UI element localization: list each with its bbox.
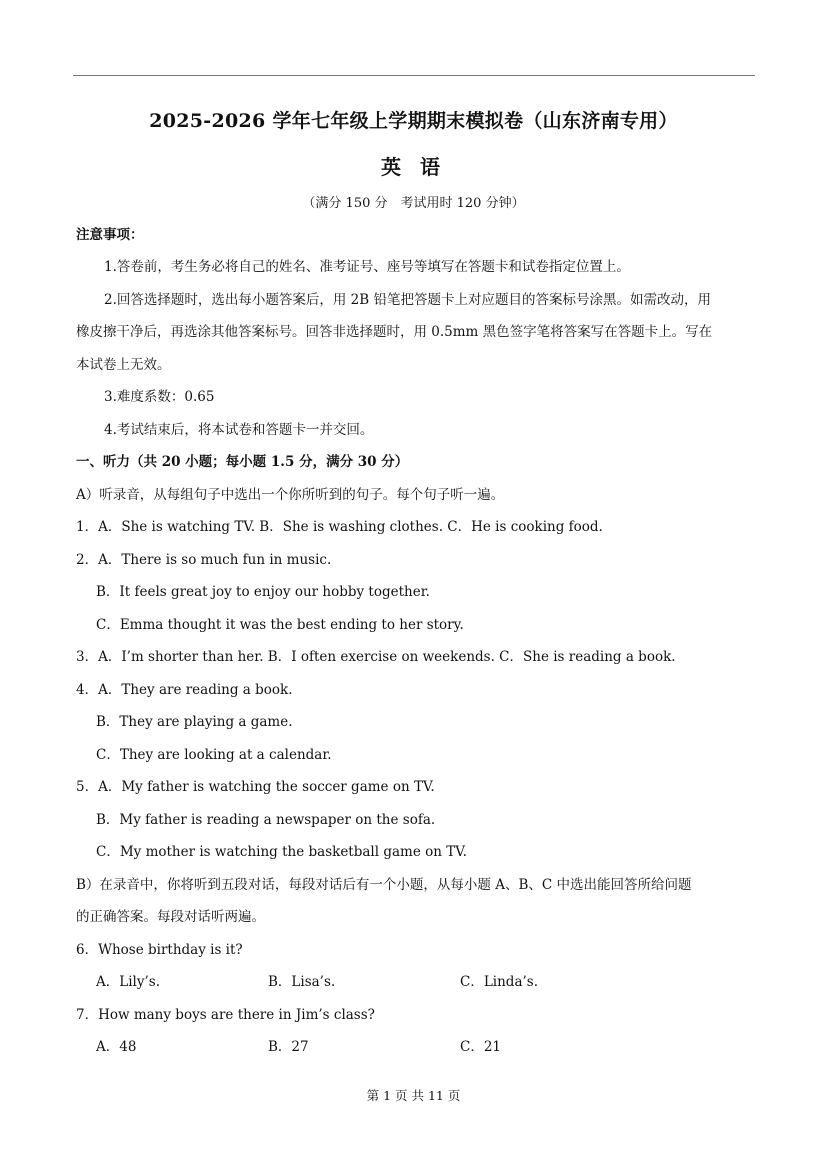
note-4: 4.考试结束后，将本试卷和答题卡一并交回。 (104, 422, 374, 438)
question-6-option-c: C．Linda’s. (460, 974, 539, 990)
question-6-option-b: B．Lisa’s. (268, 974, 336, 990)
header-rule (73, 75, 755, 76)
page-number: 第 1 页 共 11 页 (366, 1088, 461, 1103)
part-b-instruction-line-2: 的正确答案。每段对话听两遍。 (76, 909, 265, 925)
exam-subject: 英 语 (381, 155, 446, 179)
note-2-line-1: 2.回答选择题时，选出每小题答案后，用 2B 铅笔把答题卡上对应题目的答案标号涂黑。如需改动，用 (104, 292, 711, 308)
question-7-option-b: B．27 (268, 1039, 309, 1055)
question-7: 7．How many boys are there in Jim’s class? (76, 1007, 375, 1023)
question-2-option-b: B．It feels great joy to enjoy our hobby together. (96, 584, 430, 600)
question-7-option-a: A．48 (96, 1039, 137, 1055)
note-3: 3.难度系数：0.65 (104, 389, 215, 405)
question-4-option-b: B．They are playing a game. (96, 714, 293, 730)
notes-heading: 注意事项： (76, 227, 144, 243)
note-2-line-3: 本试卷上无效。 (76, 357, 171, 373)
section-1-heading: 一、听力（共 20 小题；每小题 1.5 分，满分 30 分） (76, 454, 409, 470)
question-2: 2．A．There is so much fun in music. (76, 552, 332, 568)
question-5-option-c: C．My mother is watching the basketball game on TV. (96, 844, 467, 860)
question-6-option-a: A．Lily’s. (96, 974, 160, 990)
question-3: 3．A．I’m shorter than her. B．I often exercise on weekends. C．She is reading a book. (76, 649, 676, 665)
exam-info: （满分 150 分 考试用时 120 分钟） (302, 196, 525, 211)
question-7-option-c: C．21 (460, 1039, 502, 1055)
question-4: 4．A．They are reading a book. (76, 682, 293, 698)
part-b-instruction-line-1: B）在录音中，你将听到五段对话，每段对话后有一个小题，从每小题 A、B、C 中选出能回答所给问题 (76, 877, 692, 893)
question-5: 5．A．My father is watching the soccer game on TV. (76, 779, 435, 795)
question-6: 6．Whose birthday is it? (76, 942, 243, 958)
question-2-option-c: C．Emma thought it was the best ending to her story. (96, 617, 464, 633)
question-4-option-c: C．They are looking at a calendar. (96, 747, 332, 763)
exam-title: 2025-2026 学年七年级上学期期末模拟卷（山东济南专用） (149, 110, 678, 132)
part-a-instruction: A）听录音，从每组句子中选出一个你所听到的句子。每个句子听一遍。 (76, 487, 505, 503)
note-2-line-2: 橡皮擦干净后，再选涂其他答案标号。回答非选择题时，用 0.5mm 黑色签字笔将答案写在答题卡上。写在 (76, 324, 713, 340)
note-1: 1.答卷前，考生务必将自己的姓名、准考证号、座号等填写在答题卡和试卷指定位置上。 (104, 259, 630, 275)
question-1: 1．A．She is watching TV. B．She is washing clothes. C．He is cooking food. (76, 519, 603, 535)
question-5-option-b: B．My father is reading a newspaper on the sofa. (96, 812, 436, 828)
